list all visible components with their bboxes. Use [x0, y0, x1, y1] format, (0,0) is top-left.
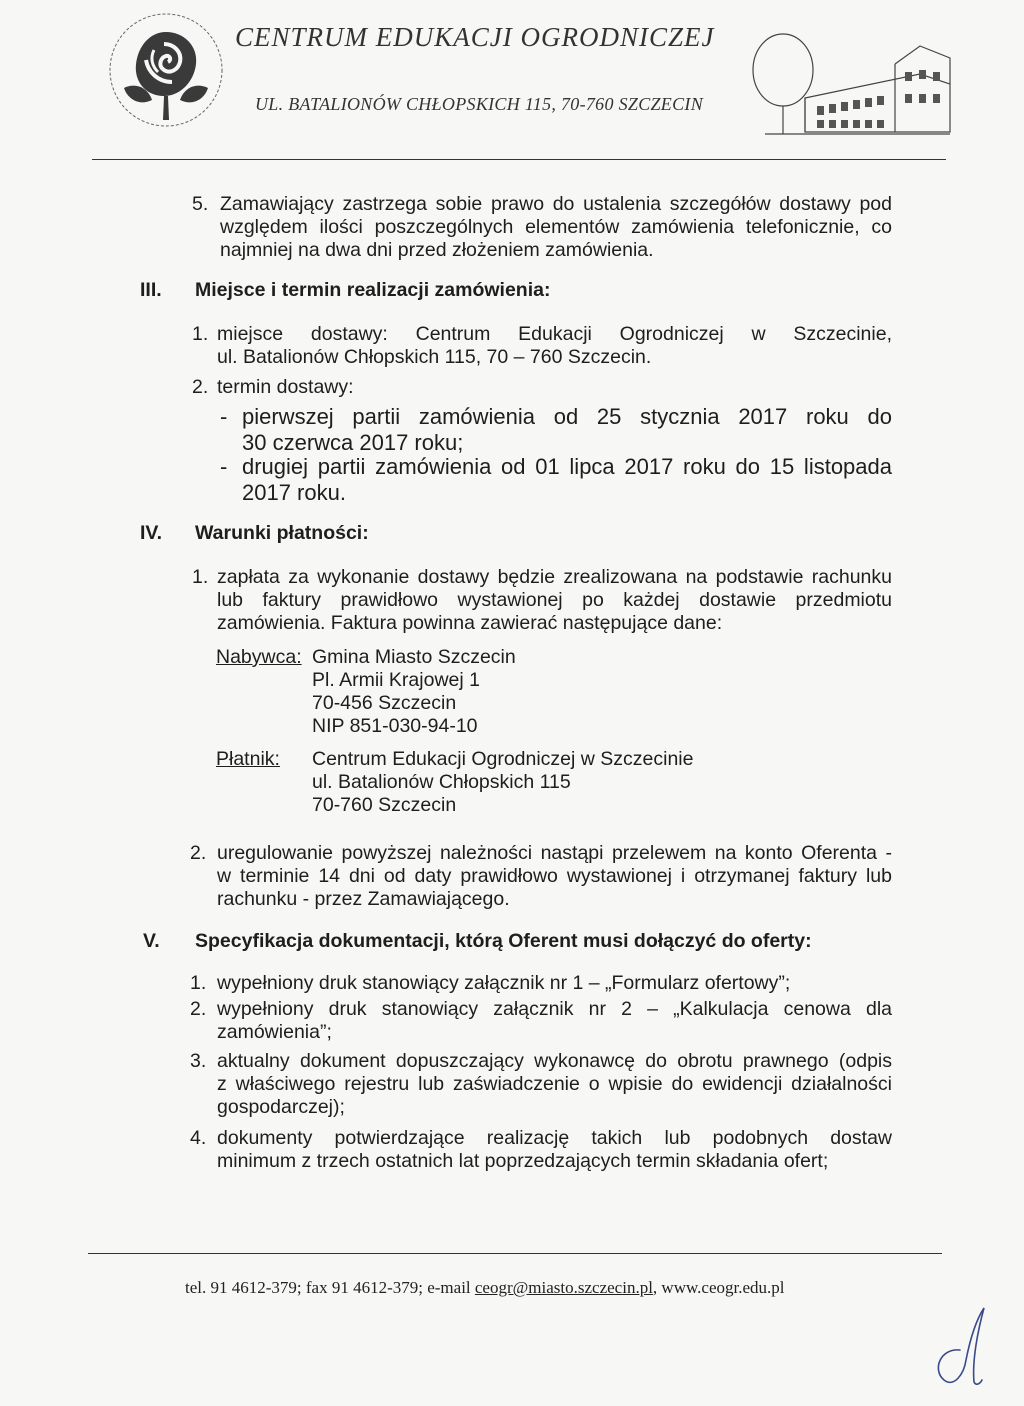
text-line: minimum z trzech ostatnich lat poprzedzających termin składania ofert; — [217, 1150, 829, 1172]
text-line: zapłata za wykonanie dostawy będzie zrealizowana na podstawie rachunku — [217, 566, 892, 588]
text-line: lub faktury prawidłowo wystawionej po każdej dostawie przedmiotu — [217, 589, 892, 611]
text-line: najmniej na dwa dni przed złożeniem zamówienia. — [220, 239, 654, 261]
separator: , — [652, 1278, 662, 1297]
text-line: zamówienia”; — [217, 1021, 332, 1043]
item-text — [217, 842, 892, 911]
buyer-details — [312, 646, 516, 738]
dash-bullet: - — [220, 404, 228, 429]
rose-logo-icon — [106, 10, 226, 130]
item-text — [217, 1050, 892, 1119]
item-number: 4. — [190, 1127, 207, 1149]
text-line: 2017 roku. — [242, 480, 346, 505]
text-line: względem ilości poszczególnych elementów zamówienia telefonicznie, co — [220, 216, 892, 238]
section-title: Warunki płatności: — [195, 522, 369, 544]
item-text — [217, 1127, 892, 1173]
payer-label: Płatnik: — [216, 748, 280, 770]
item-number: 2. — [190, 998, 207, 1020]
item-number: 1. — [192, 566, 209, 588]
buyer-label: Nabywca: — [216, 646, 302, 668]
text-line: Gmina Miasto Szczecin — [312, 646, 516, 668]
text-line: NIP 851-030-94-10 — [312, 715, 478, 737]
text-line: gospodarczej); — [217, 1096, 345, 1118]
item-text: wypełniony druk stanowiący załącznik nr 1 – „Formularz ofertowy”; — [217, 972, 791, 994]
text-line: rachunku - przez Zamawiającego. — [217, 888, 510, 910]
text-line: w terminie 14 dni od daty prawidłowo wystawionej i otrzymanej faktury lub — [217, 865, 892, 887]
item-number: 2. — [192, 376, 209, 398]
school-building-icon — [745, 28, 955, 140]
website-link[interactable]: www.ceogr.edu.pl — [661, 1278, 785, 1297]
item-text — [220, 193, 892, 262]
text-line: dokumenty potwierdzające realizację takich lub podobnych dostaw — [217, 1127, 892, 1149]
section-number: V. — [143, 930, 160, 952]
text-line: Centrum Edukacji Ogrodniczej w Szczecinie — [312, 748, 694, 770]
footer-contact — [185, 1278, 784, 1298]
text-line: zamówienia. Faktura powinna zawierać następujące dane: — [217, 612, 723, 634]
text-line: wypełniony druk stanowiący załącznik nr 2 – „Kalkulacja cenowa dla — [217, 998, 892, 1020]
contact-text: tel. 91 4612-379; fax 91 4612-379; e-mail — [185, 1278, 475, 1297]
item-number: 1. — [192, 323, 209, 345]
footer-divider — [88, 1253, 942, 1254]
text-line: 70-760 Szczecin — [312, 794, 457, 816]
org-address: UL. BATALIONÓW CHŁOPSKICH 115, 70-760 SZCZECIN — [255, 94, 704, 114]
signature-initial — [920, 1300, 1000, 1390]
item-number: 5. — [192, 193, 209, 215]
text-line: ul. Batalionów Chłopskich 115 — [312, 771, 571, 793]
text-line: Pl. Armii Krajowej 1 — [312, 669, 480, 691]
section-number: III. — [140, 279, 162, 301]
bullet-text — [242, 454, 892, 506]
header-divider — [92, 159, 946, 160]
bullet-text — [242, 404, 892, 456]
item-text — [217, 323, 892, 369]
section-title: Miejsce i termin realizacji zamówienia: — [195, 279, 551, 301]
text-line: z właściwego rejestru lub zaświadczenie o wpisie do ewidencji działalności — [217, 1073, 892, 1095]
text-line: drugiej partii zamówienia od 01 lipca 2017 roku do 15 listopada — [242, 454, 892, 479]
text-line: aktualny dokument dopuszczający wykonawcę do obrotu prawnego (odpis — [217, 1050, 892, 1072]
text-line: 70-456 Szczecin — [312, 692, 457, 714]
item-number: 2. — [190, 842, 207, 864]
section-title: Specyfikacja dokumentacji, którą Oferent musi dołączyć do oferty: — [195, 930, 812, 952]
text-line: miejsce dostawy: Centrum Edukacji Ogrodniczej w Szczecinie, — [217, 323, 892, 345]
section-number: IV. — [140, 522, 163, 544]
item-text — [217, 566, 892, 635]
text-line: Zamawiający zastrzega sobie prawo do ustalenia szczegółów dostawy pod — [220, 193, 892, 215]
text-line: pierwszej partii zamówienia od 25 stycznia 2017 roku do — [242, 404, 892, 429]
text-line: 30 czerwca 2017 roku; — [242, 430, 464, 455]
item-text — [217, 998, 892, 1044]
item-number: 3. — [190, 1050, 207, 1072]
dash-bullet: - — [220, 454, 228, 479]
text-line: ul. Batalionów Chłopskich 115, 70 – 760 Szczecin. — [217, 346, 652, 368]
item-text: termin dostawy: — [217, 376, 354, 398]
payer-details — [312, 748, 694, 817]
email-link[interactable]: ceogr@miasto.szczecin.pl — [474, 1278, 653, 1297]
org-name: CENTRUM EDUKACJI OGRODNICZEJ — [235, 22, 715, 52]
text-line: uregulowanie powyższej należności nastąpi przelewem na konto Oferenta - — [217, 842, 892, 864]
item-number: 1. — [190, 972, 207, 994]
letterhead — [100, 6, 950, 146]
